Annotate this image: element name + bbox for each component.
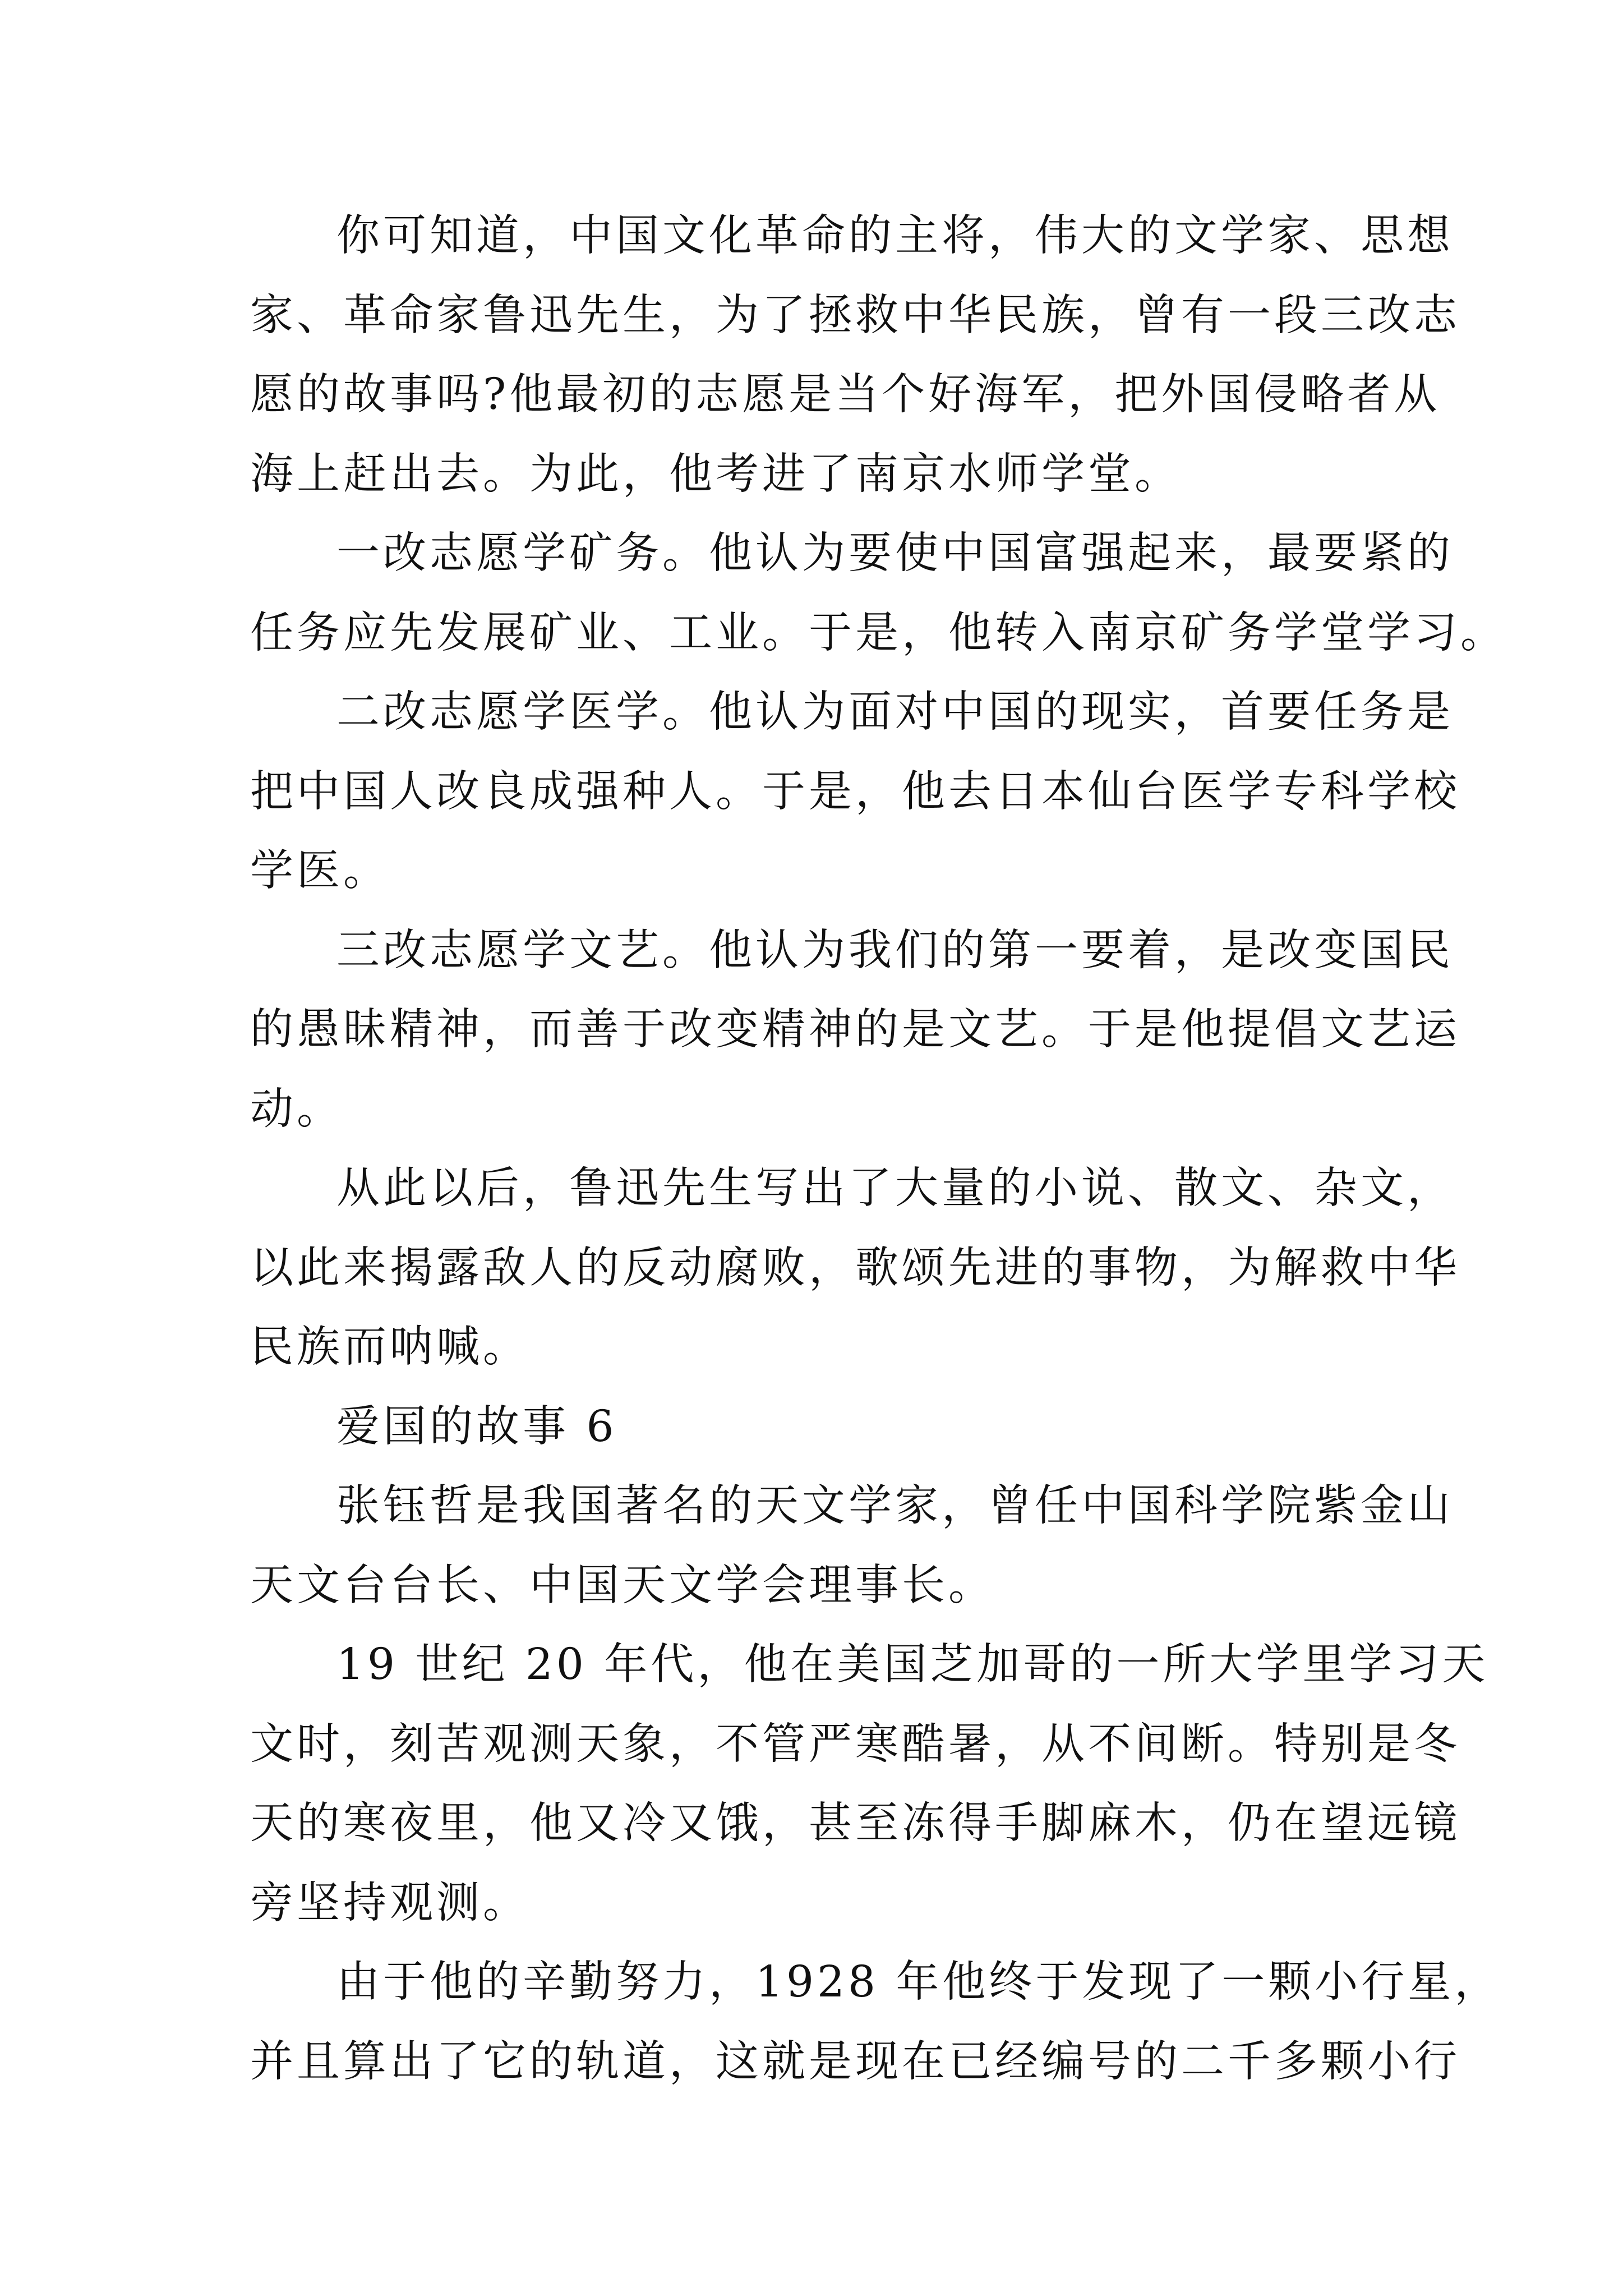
text-line: 旁坚持观测。: [250, 1878, 529, 1928]
text-line: 天的寒夜里，他又冷又饿，甚至冻得手脚麻木，仍在望远镜: [250, 1798, 1460, 1848]
text-line: 二改志愿学医学。他认为面对中国的现实，首要任务是: [336, 687, 1454, 737]
text-line: 以此来揭露敌人的反动腐败，歌颂先进的事物，为解救中华: [250, 1243, 1460, 1293]
text-line: 从此以后，鲁迅先生写出了大量的小说、散文、杂文，: [336, 1163, 1454, 1213]
text-line: 天文台台长、中国天文学会理事长。: [250, 1560, 995, 1611]
text-line: 你可知道，中国文化革命的主将，伟大的文学家、思想: [336, 211, 1454, 261]
text-line: 一改志愿学矿务。他认为要使中国富强起来，最要紧的: [336, 528, 1454, 578]
text-line: 张钰哲是我国著名的天文学家，曾任中国科学院紫金山: [336, 1481, 1454, 1531]
document-body: [250, 196, 1507, 2101]
text-line: 任务应先发展矿业、工业。于是，他转入南京矿务学堂学习。: [250, 608, 1507, 658]
text-line: 的愚昧精神，而善于改变精神的是文艺。于是他提倡文艺运: [250, 1005, 1460, 1055]
text-line: 并且算出了它的轨道，这就是现在已经编号的二千多颗小行: [250, 2036, 1460, 2087]
text-line: 学医。: [250, 846, 390, 896]
text-line: 三改志愿学文艺。他认为我们的第一要着，是改变国民: [336, 925, 1454, 976]
text-line: 动。: [250, 1084, 343, 1134]
text-line: 文时，刻苦观测天象，不管严寒酷暑，从不间断。特别是冬: [250, 1719, 1460, 1769]
text-line: 19 世纪 20 年代，他在美国芝加哥的一所大学里学习天: [336, 1640, 1489, 1690]
text-line: 海上赶出去。为此，他考进了南京水师学堂。: [250, 449, 1181, 499]
text-line: 家、革命家鲁迅先生，为了拯救中华民族，曾有一段三改志: [250, 290, 1460, 341]
text-line: 民族而呐喊。: [250, 1322, 529, 1372]
text-line: 爱国的故事 6: [336, 1401, 617, 1452]
text-line: 把中国人改良成强种人。于是，他去日本仙台医学专科学校: [250, 766, 1460, 817]
text-line: 由于他的辛勤努力，1928 年他终于发现了一颗小行星，: [336, 1957, 1501, 2007]
text-line: 愿的故事吗?他最初的志愿是当个好海军，把外国侵略者从: [250, 370, 1441, 420]
